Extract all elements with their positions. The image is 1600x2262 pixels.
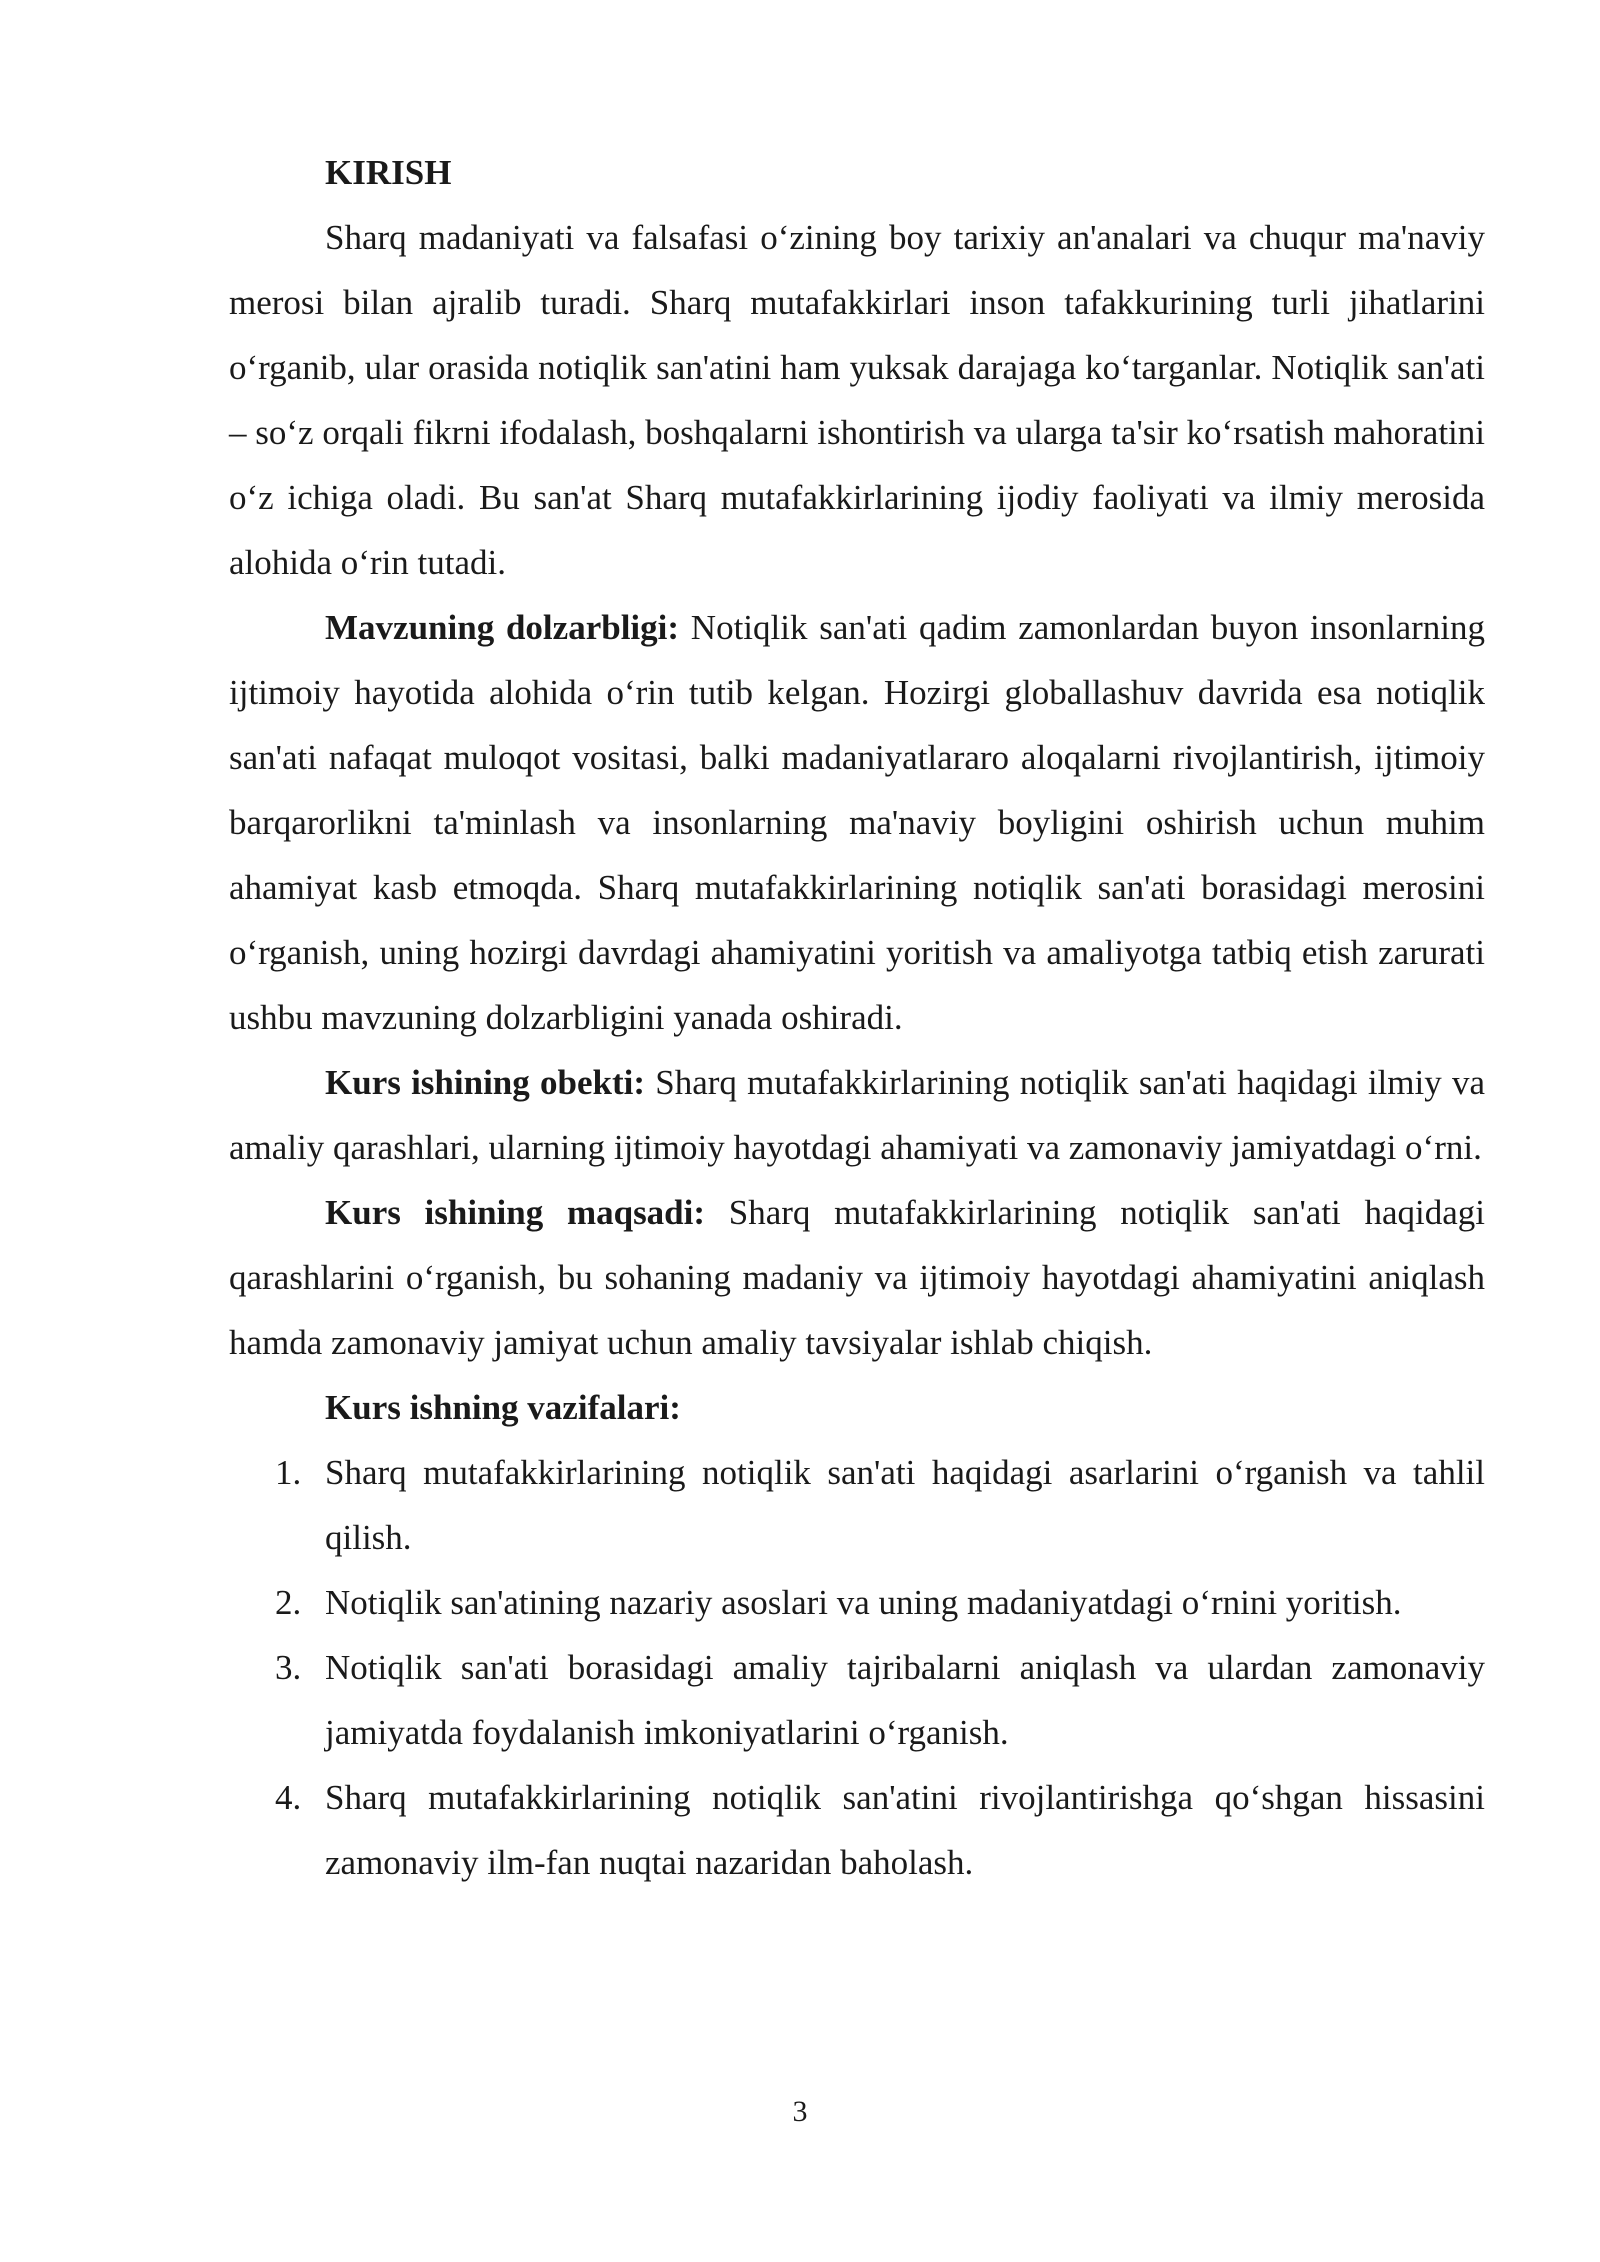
intro-paragraph: Sharq madaniyati va falsafasi o‘zining boy tarixiy an'analari va chuqur ma'naviy merosi bilan ajralib turadi. Sharq mutafakkirlari inson tafakkurining turli jihatlarini o‘rganib, ular orasida notiqlik san'atini ham yuksak darajaga ko‘targanlar. Notiqlik san'ati – so‘z orqali fikrni ifodalash, boshqalarni ishontirish va ularga ta'sir ko‘rsatish mahoratini o‘z ichiga oladi. Bu san'at Sharq mutafakkirlarining ijodiy faoliyati va ilmiy merosida alohida o‘rin tutadi. [229, 218, 1485, 582]
section-heading: KIRISH [325, 153, 452, 192]
task-number: 3. [275, 1648, 302, 1687]
task-text: Sharq mutafakkirlarining notiqlik san'atini rivojlantirishga qo‘shgan hissasini zamonaviy ilm-fan nuqtai nazaridan baholash. [325, 1778, 1485, 1882]
object-label: Kurs ishining obekti: [325, 1063, 645, 1102]
task-item [229, 1570, 1485, 1635]
relevance-text: Notiqlik san'ati qadim zamonlardan buyon insonlarning ijtimoiy hayotida alohida o‘rin tutib kelgan. Hozirgi globallashuv davrida esa notiqlik san'ati nafaqat muloqot vositasi, balki madaniyatlararo aloqalarni rivojlantirish, ijtimoiy barqarorlikni ta'minlash va insonlarning ma'naviy boyligini oshirish uchun muhim ahamiyat kasb etmoqda. Sharq mutafakkirlarining notiqlik san'ati borasidagi merosini o‘rganish, uning hozirgi davrdagi ahamiyatini yoritish va amaliyotga tatbiq etish zarurati ushbu mavzuning dolzarbligini yanada oshiradi. [229, 608, 1486, 1037]
goal-text: Sharq mutafakkirlarining notiqlik san'ati haqidagi qarashlarini o‘rganish, bu sohaning madaniy va ijtimoiy hayotdagi ahamiyatini aniqlash hamda zamonaviy jamiyat uchun amaliy tavsiyalar ishlab chiqish. [229, 1193, 1485, 1362]
task-item [229, 1765, 1485, 1895]
object-text: Sharq mutafakkirlarining notiqlik san'ati haqidagi ilmiy va amaliy qarashlari, ularning ijtimoiy hayotdagi ahamiyati va zamonaviy jamiyatdagi o‘rni. [229, 1063, 1485, 1167]
object-paragraph [229, 1050, 1485, 1180]
tasks-list [229, 1440, 1485, 1895]
task-text: Notiqlik san'atining nazariy asoslari va uning madaniyatdagi o‘rnini yoritish. [325, 1583, 1402, 1622]
task-number: 1. [275, 1453, 302, 1492]
task-number: 2. [275, 1583, 302, 1622]
relevance-label: Mavzuning dolzarbligi: [325, 608, 680, 647]
task-number: 4. [275, 1778, 302, 1817]
task-text: Sharq mutafakkirlarining notiqlik san'ati haqidagi asarlarini o‘rganish va tahlil qilish. [325, 1453, 1485, 1557]
page-number: 3 [792, 2095, 808, 2128]
task-item [229, 1440, 1485, 1570]
document-page [229, 140, 1485, 1895]
task-text: Notiqlik san'ati borasidagi amaliy tajribalarni aniqlash va ulardan zamonaviy jamiyatda foydalanish imkoniyatlarini o‘rganish. [325, 1648, 1485, 1752]
task-item [229, 1635, 1485, 1765]
goal-label: Kurs ishining maqsadi: [325, 1193, 706, 1232]
relevance-paragraph [229, 595, 1485, 1050]
goal-paragraph [229, 1180, 1485, 1375]
tasks-heading: Kurs ishning vazifalari: [325, 1388, 681, 1427]
